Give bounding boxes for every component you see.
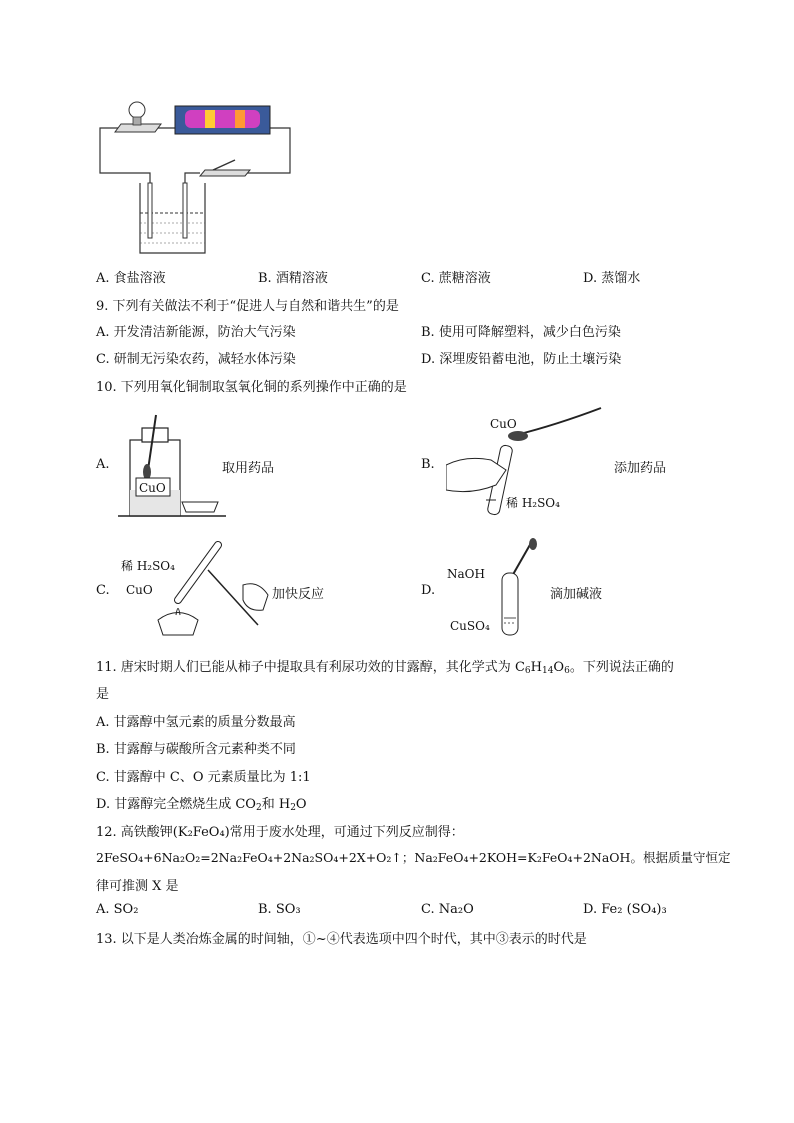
q10-d-letter: D. [421, 583, 436, 598]
q10-b-caption: 添加药品 [614, 461, 667, 476]
q10-c-acid-label: 稀 H₂SO₄ [121, 559, 175, 573]
circuit-diagram [95, 98, 295, 258]
q12-option-c: C. Na₂O [421, 902, 474, 917]
q11-option-c: C. 甘露醇中 C、O 元素质量比为 1:1 [96, 770, 311, 785]
heating-figure [148, 540, 273, 640]
q10-c-cuo-label: CuO [126, 583, 153, 597]
q9-stem: 9. 下列有关做法不利于“促进人与自然和谐共生”的是 [96, 299, 399, 314]
q11-option-d: D. 甘露醇完全燃烧生成 $CO_2$和 $H_2O$ [96, 797, 307, 813]
q11-option-a: A. 甘露醇中氢元素的质量分数最高 [96, 715, 296, 730]
reagent-bottle-figure [118, 410, 228, 520]
q10-stem: 10. 下列用氧化铜制取氢氧化铜的系列操作中正确的是 [96, 380, 407, 395]
q10-a-caption: 取用药品 [222, 461, 275, 476]
q12-equation: 2FeSO₄+6Na₂O₂=2Na₂FeO₄+2Na₂SO₄+2X+O₂↑；Na₂FeO₄+2KOH=K₂FeO₄+2NaOH。根据质量守恒定 [96, 850, 731, 865]
q10-d-naoh-label: NaOH [447, 567, 485, 581]
q12-option-d: D. Fe₂ (SO₄)₃ [583, 902, 667, 917]
q12-stem: 12. 高铁酸钾(K₂FeO₄)常用于废水处理，可通过下列反应制得： [96, 825, 464, 840]
q9-option-a: A. 开发清洁新能源，防治大气污染 [96, 325, 296, 340]
q10-d-cuso4-label: CuSO₄ [450, 619, 490, 633]
q9-option-d: D. 深埋废铅蓄电池，防止土壤污染 [421, 352, 622, 367]
q8-option-c: C. 蔗糖溶液 [421, 271, 491, 286]
q11-stem: 11. 唐宋时期人们已能从柿子中提取具有利尿功效的甘露醇，其化学式为 $C_6H_{14}O_6$。下列说法正确的 [96, 660, 674, 676]
q10-a-bottle-label: CuO [139, 481, 166, 495]
q10-b-letter: B. [421, 457, 435, 472]
q12-line3: 律可推测 X 是 [96, 879, 179, 894]
q10-b-cuo-label: CuO [490, 417, 517, 431]
q12-option-b: B. SO₃ [258, 902, 301, 917]
dropper-figure [486, 538, 546, 638]
q10-c-caption: 加快反应 [272, 587, 325, 602]
q8-option-b: B. 酒精溶液 [258, 271, 328, 286]
q12-option-a: A. SO₂ [96, 902, 139, 917]
q10-c-letter: C. [96, 583, 110, 598]
q11-stem-line2: 是 [96, 687, 110, 702]
q9-option-b: B. 使用可降解塑料，减少白色污染 [421, 325, 621, 340]
q8-option-a: A. 食盐溶液 [96, 271, 166, 286]
q10-a-letter: A. [96, 457, 110, 472]
q8-option-d: D. 蒸馏水 [583, 271, 641, 286]
q11-option-b: B. 甘露醇与碳酸所含元素种类不同 [96, 742, 296, 757]
q9-option-c: C. 研制无污染农药，减轻水体污染 [96, 352, 296, 367]
q10-d-caption: 滴加碱液 [550, 587, 603, 602]
q13-stem: 13. 以下是人类冶炼金属的时间轴，①~④代表选项中四个时代，其中③表示的时代是 [96, 932, 587, 947]
q10-b-acid-label: 稀 H₂SO₄ [506, 496, 560, 510]
